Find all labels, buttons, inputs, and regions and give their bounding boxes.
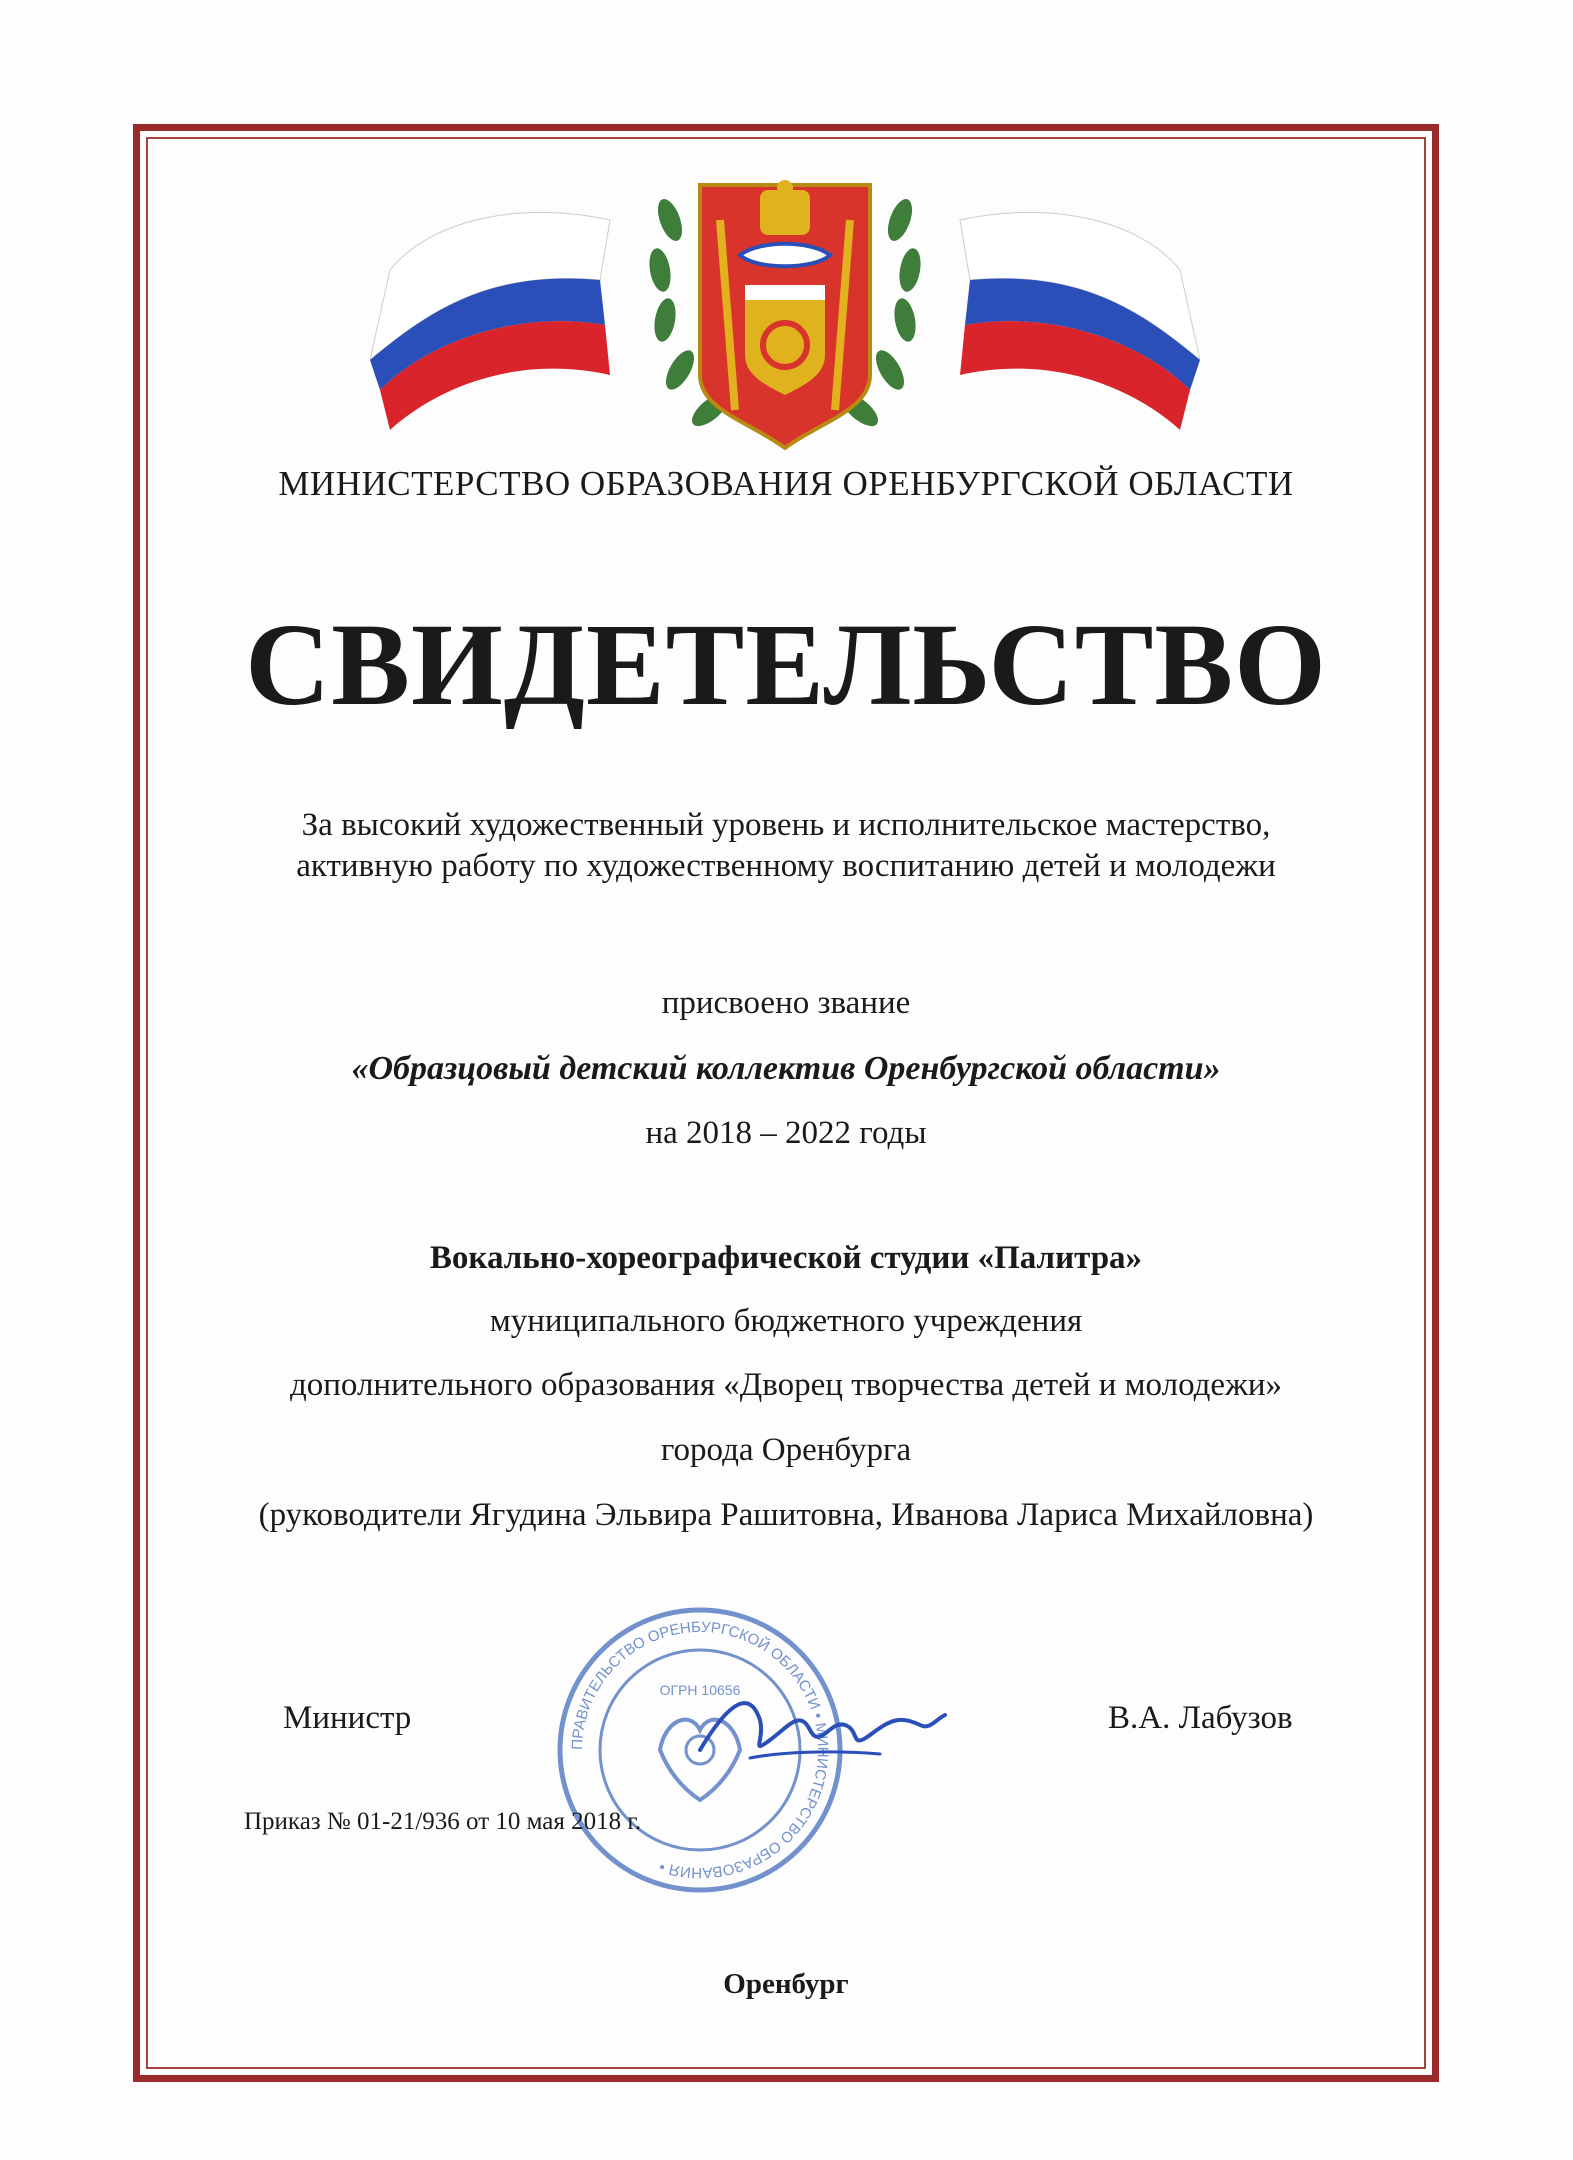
honorary-title: «Образцовый детский коллектив Оренбургской области» [351, 1050, 1221, 1087]
organization-line-2: дополнительного образования «Дворец творчества детей и молодежи» [289, 1367, 1283, 1403]
stamp-text: ПРАВИТЕЛЬСТВО ОРЕНБУРГСКОЙ ОБЛАСТИ • МИНИСТЕРСТВО ОБРАЗОВАНИЯ • [568, 1618, 832, 1882]
validity-years: на 2018 – 2022 годы [645, 1115, 927, 1151]
signatory-role: Министр [283, 1700, 412, 1736]
emblem-with-flags [370, 160, 1200, 450]
organization-line-1: муниципального бюджетного учреждения [489, 1303, 1083, 1339]
awarded-text: присвоено звание [661, 985, 911, 1021]
studio-name: Вокально-хореографической студии «Палитра» [429, 1240, 1143, 1276]
organization-line-3: города Оренбурга [660, 1432, 912, 1468]
right-flag-icon [960, 212, 1200, 430]
minister-signature-icon [690, 1680, 950, 1770]
order-reference: Приказ № 01-21/936 от 10 мая 2018 г. [244, 1808, 642, 1835]
stamp-ogrn: ОГРН 10656 [659, 1682, 741, 1698]
reason-line-1: За высокий художественный уровень и исполнительское мастерство, [301, 807, 1271, 843]
signatory-name: В.А. Лабузов [1108, 1700, 1293, 1736]
reason-text [146, 805, 1426, 887]
city-name: Оренбург [723, 1968, 849, 2000]
ministry-header: МИНИСТЕРСТВО ОБРАЗОВАНИЯ ОРЕНБУРГСКОЙ ОБЛАСТИ [278, 464, 1294, 503]
coat-of-arms-icon [700, 180, 870, 448]
left-flag-icon [370, 212, 610, 430]
reason-line-2: активную работу по художественному воспитанию детей и молодежи [296, 848, 1276, 884]
leaders-names: (руководители Ягудина Эльвира Рашитовна, Иванова Лариса Михайловна) [258, 1497, 1314, 1533]
document-title: СВИДЕТЕЛЬСТВО [245, 599, 1327, 730]
